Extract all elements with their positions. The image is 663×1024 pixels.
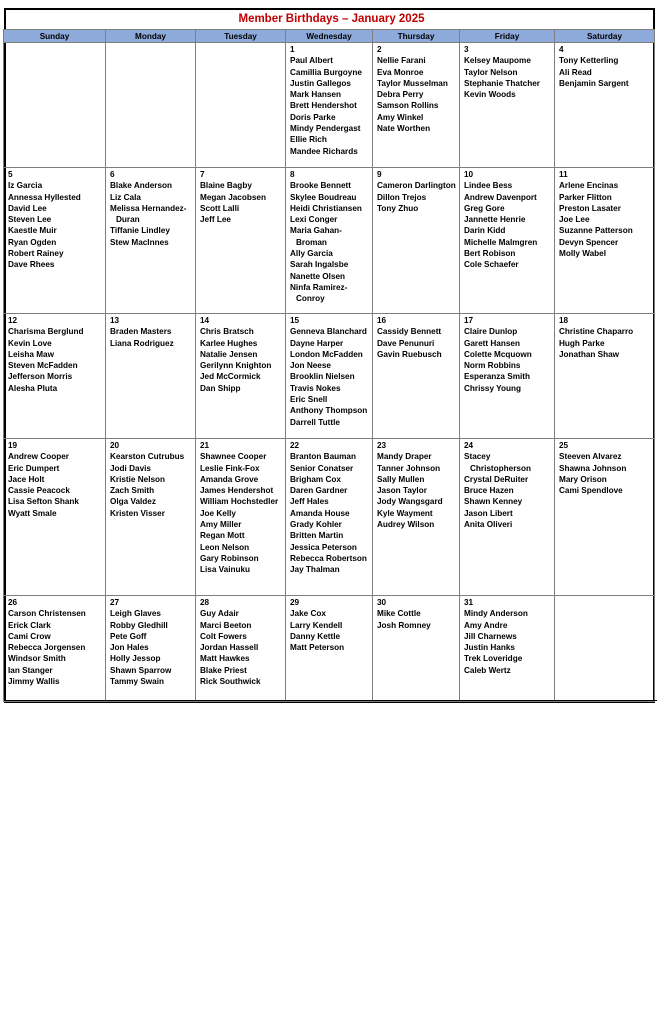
birthday-name: Dave Penunuri [377, 338, 435, 348]
day-cell [555, 43, 655, 168]
birthday-name: Maria Gahan-Broman [290, 226, 342, 247]
birthday-name: Heidi Christiansen [290, 203, 362, 213]
day-cell [555, 314, 655, 439]
birthday-name: Ryan Ogden [8, 237, 57, 247]
birthday-name: Ali Read [559, 67, 592, 77]
birthday-name: Jannette Henrie [464, 215, 526, 225]
day-number: 18 [559, 316, 569, 325]
weekday-header-row [4, 30, 655, 43]
birthday-name: Amanda House [290, 508, 350, 518]
birthday-name: Shawn Kenney [464, 497, 523, 507]
week-row [4, 596, 655, 702]
birthday-name: Tammy Swain [110, 677, 164, 687]
birthday-name: Trek Loveridge [464, 654, 523, 664]
birthday-name: Leigh Glaves [110, 609, 161, 619]
birthday-name: Cameron Darlington [377, 181, 456, 191]
day-cell [286, 168, 373, 314]
birthday-name: Brett Hendershot [290, 101, 357, 111]
birthday-name: Hugh Parke [559, 338, 605, 348]
birthday-name: Pete Goff [110, 631, 147, 641]
birthday-name: Megan Jacobsen [200, 192, 266, 202]
birthday-name: Taylor Nelson [464, 67, 518, 77]
day-number: 16 [377, 316, 387, 325]
birthday-name: Gerilynn Knighton [200, 361, 272, 371]
birthday-name: Ellie Rich [290, 135, 327, 145]
birthday-name: Matt Peterson [290, 643, 345, 653]
day-cell [4, 439, 106, 596]
birthday-name: Anthony Thompson [290, 406, 368, 416]
calendar-table [3, 29, 655, 702]
birthday-name: Kristen Visser [110, 508, 165, 518]
birthday-name: James Hendershot [200, 486, 274, 496]
day-number: 11 [559, 170, 568, 179]
birthday-name: Colt Fowers [200, 631, 247, 641]
birthday-name: David Lee [8, 203, 47, 213]
day-cell [460, 168, 555, 314]
weekday-header: Friday [460, 30, 555, 43]
birthday-name: Bert Robison [464, 249, 516, 259]
day-number: 22 [290, 441, 300, 450]
birthday-name: Doris Parke [290, 112, 336, 122]
day-cell [373, 43, 460, 168]
birthday-name: Jody Wangsgard [377, 497, 443, 507]
birthday-name: Tanner Johnson [377, 463, 441, 473]
birthday-name: Mandy Draper [377, 452, 432, 462]
day-cell [555, 596, 655, 702]
birthday-name: Shawnee Cooper [200, 452, 267, 462]
birthday-name: Eric Dumpert [8, 463, 60, 473]
birthday-name: Jordan Hassell [200, 643, 259, 653]
birthday-name: Liz Cala [110, 192, 141, 202]
day-cell [286, 439, 373, 596]
birthday-name: Dan Shipp [200, 383, 241, 393]
birthday-name: Colette Mcquown [464, 349, 532, 359]
birthday-name: Skylee Boudreau [290, 192, 357, 202]
birthday-name: Carson Christensen [8, 609, 86, 619]
birthday-name: Zach Smith [110, 486, 155, 496]
day-number: 5 [8, 170, 13, 179]
birthday-name: Kristie Nelson [110, 474, 166, 484]
birthday-name: Shawn Sparrow [110, 665, 172, 675]
page-title: Member Birthdays – January 2025 [238, 13, 425, 25]
birthday-name: Amy Andre [464, 620, 508, 630]
birthday-name: Senior Conatser [290, 463, 354, 473]
birthday-name: Cassidy Bennett [377, 327, 442, 337]
birthday-name: Kevin Love [8, 338, 52, 348]
birthday-name: Justin Hanks [464, 643, 515, 653]
birthday-name: Dave Rhees [8, 260, 55, 270]
weekday-header: Monday [106, 30, 196, 43]
birthday-name: Steeven Alvarez [559, 452, 622, 462]
birthday-name: Cassie Peacock [8, 486, 70, 496]
birthday-name: Norm Robbins [464, 361, 521, 371]
day-cell [555, 168, 655, 314]
birthday-name: Debra Perry [377, 90, 424, 100]
birthday-name: Robert Rainey [8, 249, 64, 259]
birthday-name: Matt Hawkes [200, 654, 250, 664]
day-number: 23 [377, 441, 387, 450]
birthday-name: Blaine Bagby [200, 181, 252, 191]
birthday-name: Stew MacInnes [110, 237, 169, 247]
birthday-name: Liana Rodriguez [110, 338, 174, 348]
birthday-name: Jeff Lee [200, 215, 231, 225]
day-cell [373, 314, 460, 439]
weekday-header: Thursday [373, 30, 460, 43]
day-cell [4, 596, 106, 702]
birthday-name: Parker Flitton [559, 192, 612, 202]
birthday-name: Devyn Spencer [559, 237, 619, 247]
birthday-name: Robby Gledhill [110, 620, 168, 630]
day-number: 8 [290, 170, 295, 179]
day-cell [106, 314, 196, 439]
birthday-name: Wyatt Smale [8, 508, 57, 518]
birthday-name: Paul Albert [290, 56, 333, 66]
birthday-name: Andrew Cooper [8, 452, 69, 462]
day-cell [460, 439, 555, 596]
birthday-name: Leslie Fink-Fox [200, 463, 260, 473]
birthday-name: Branton Bauman [290, 452, 356, 462]
birthday-name: Regan Mott [200, 531, 245, 541]
birthday-name: Chrissy Young [464, 383, 522, 393]
day-number: 12 [8, 316, 18, 325]
birthday-name: Arlene Encinas [559, 181, 619, 191]
birthday-name: Jon Hales [110, 643, 149, 653]
birthday-name: Eva Monroe [377, 67, 424, 77]
day-number: 31 [464, 598, 474, 607]
day-number: 25 [559, 441, 569, 450]
birthday-name: Cami Crow [8, 631, 51, 641]
day-cell [106, 168, 196, 314]
birthday-name: Alesha Pluta [8, 383, 58, 393]
birthday-name: Tiffanie Lindley [110, 226, 170, 236]
birthday-name: Tony Ketterling [559, 56, 619, 66]
birthday-name: Esperanza Smith [464, 372, 530, 382]
birthday-name: Leon Nelson [200, 542, 250, 552]
birthday-name: Danny Kettle [290, 631, 341, 641]
birthday-name: Kyle Wayment [377, 508, 433, 518]
weekday-header: Wednesday [286, 30, 373, 43]
birthday-name: Jed McCormick [200, 372, 261, 382]
birthday-name: Josh Romney [377, 620, 431, 630]
birthday-name: Kaestle Muir [8, 226, 57, 236]
birthday-name: Lindee Bess [464, 181, 513, 191]
birthday-name: Windsor Smith [8, 654, 66, 664]
birthday-name: Benjamin Sargent [559, 78, 629, 88]
day-cell [196, 596, 286, 702]
day-number: 4 [559, 45, 564, 54]
birthday-name: Andrew Davenport [464, 192, 537, 202]
birthday-name: Joe Kelly [200, 508, 236, 518]
birthday-name: Brigham Cox [290, 474, 341, 484]
birthday-name: Audrey Wilson [377, 520, 435, 530]
birthday-name: Garett Hansen [464, 338, 520, 348]
birthday-name: Greg Gore [464, 203, 505, 213]
week-row [4, 439, 655, 596]
day-cell [373, 596, 460, 702]
birthday-name: Preston Lasater [559, 203, 621, 213]
birthday-name: Amanda Grove [200, 474, 259, 484]
day-cell [196, 439, 286, 596]
day-cell [373, 439, 460, 596]
birthday-name: Bruce Hazen [464, 486, 514, 496]
day-number: 2 [377, 45, 382, 54]
birthday-name: Genneva Blanchard [290, 327, 367, 337]
birthday-name: Scott Lalli [200, 203, 240, 213]
day-number: 14 [200, 316, 210, 325]
birthday-name: Kevin Woods [464, 90, 516, 100]
birthday-name: Rick Southwick [200, 677, 261, 687]
day-number: 1 [290, 45, 295, 54]
birthday-name: Tony Zhuo [377, 203, 419, 213]
birthday-name: Guy Adair [200, 609, 239, 619]
birthday-name: Grady Kohler [290, 520, 342, 530]
birthday-name: Amy Winkel [377, 112, 424, 122]
birthday-name: Jace Holt [8, 474, 45, 484]
day-number: 6 [110, 170, 115, 179]
birthday-name: Gary Robinson [200, 553, 259, 563]
birthday-name: Rebecca Robertson [290, 553, 367, 563]
day-cell [4, 314, 106, 439]
day-number: 27 [110, 598, 120, 607]
birthday-name: Stephanie Thatcher [464, 78, 540, 88]
birthday-name: Charisma Berglund [8, 327, 84, 337]
day-number: 13 [110, 316, 120, 325]
day-number: 21 [200, 441, 210, 450]
birthday-name: Anita Oliveri [464, 520, 513, 530]
birthday-name: Lisa Vainuku [200, 565, 251, 575]
birthday-name: Joe Lee [559, 215, 590, 225]
birthday-name: Nellie Farani [377, 56, 426, 66]
day-number: 30 [377, 598, 387, 607]
day-number: 26 [8, 598, 18, 607]
birthday-name: Erick Clark [8, 620, 51, 630]
day-cell [460, 596, 555, 702]
birthday-name: Jimmy Wallis [8, 677, 60, 687]
birthday-name: Mary Orison [559, 474, 607, 484]
birthday-name: Kelsey Maupome [464, 56, 531, 66]
birthday-name: Caleb Wertz [464, 665, 511, 675]
birthday-name: Britten Martin [290, 531, 344, 541]
day-cell [196, 168, 286, 314]
birthday-name: Darin Kidd [464, 226, 506, 236]
birthday-name: Karlee Hughes [200, 338, 258, 348]
birthday-name: Jake Cox [290, 609, 326, 619]
birthday-name: Cole Schaefer [464, 260, 519, 270]
birthday-name: Steven McFadden [8, 361, 78, 371]
day-cell [460, 314, 555, 439]
birthday-name: Shawna Johnson [559, 463, 627, 473]
day-cell [196, 43, 286, 168]
birthday-name: Mindy Anderson [464, 609, 528, 619]
birthday-name: Michelle Malmgren [464, 237, 538, 247]
birthday-name: Suzanne Patterson [559, 226, 633, 236]
birthday-name: Ian Stanger [8, 665, 53, 675]
birthday-name: London McFadden [290, 349, 363, 359]
birthday-name: Leisha Maw [8, 349, 54, 359]
birthday-name: Marci Beeton [200, 620, 252, 630]
day-cell [4, 168, 106, 314]
day-number: 15 [290, 316, 300, 325]
birthday-name: Jonathan Shaw [559, 349, 620, 359]
birthday-name: Blake Priest [200, 665, 247, 675]
birthday-name: Braden Masters [110, 327, 172, 337]
birthday-name: Jeff Hales [290, 497, 329, 507]
birthday-name: Jason Taylor [377, 486, 427, 496]
birthday-name: Travis Nokes [290, 383, 341, 393]
day-number: 10 [464, 170, 474, 179]
birthday-name: Ninfa Ramirez-Conroy [290, 282, 348, 304]
day-number: 3 [464, 45, 469, 54]
weekday-header: Sunday [4, 30, 106, 43]
bottom-divider [6, 700, 657, 701]
birthday-name: Justin Gallegos [290, 78, 351, 88]
day-number: 7 [200, 170, 205, 179]
birthday-name: Lisa Sefton Shank [8, 497, 79, 507]
birthday-name: Jill Charnews [464, 631, 517, 641]
day-cell [106, 43, 196, 168]
birthday-name: Jason Libert [464, 508, 513, 518]
birthday-name: Nate Worthen [377, 124, 431, 134]
birthday-name: Jessica Peterson [290, 542, 357, 552]
day-cell [373, 168, 460, 314]
birthday-name: Dillon Trejos [377, 192, 427, 202]
day-number: 17 [464, 316, 474, 325]
day-cell [460, 43, 555, 168]
birthday-name: Melissa Hernandez-Duran [110, 203, 187, 225]
birthday-name: Darrell Tuttle [290, 417, 340, 427]
birthday-name: Camillia Burgoyne [290, 67, 362, 77]
birthday-name: Steven Lee [8, 215, 52, 225]
birthday-name: Brooklin Nielsen [290, 372, 355, 382]
day-number: 20 [110, 441, 120, 450]
birthday-name: Olga Valdez [110, 497, 156, 507]
birthday-name: Cami Spendlove [559, 486, 623, 496]
week-row [4, 43, 655, 168]
birthday-name: Amy Miller [200, 520, 242, 530]
birthday-name: Iz Garcia [8, 181, 43, 191]
birthday-name: Sarah Ingalsbe [290, 260, 349, 270]
birthday-name: Mike Cottle [377, 609, 421, 619]
day-cell [286, 314, 373, 439]
birthday-name: Taylor Musselman [377, 78, 448, 88]
day-cell [196, 314, 286, 439]
birthday-name: Jay Thalman [290, 565, 340, 575]
week-row [4, 314, 655, 439]
birthday-name: Sally Mullen [377, 474, 425, 484]
birthday-name: Blake Anderson [110, 181, 173, 191]
day-cell [106, 596, 196, 702]
birthday-name: Claire Dunlop [464, 327, 518, 337]
birthday-name: William Hochstedler [200, 497, 279, 507]
birthday-name: Daren Gardner [290, 486, 348, 496]
birthday-name: Lexi Conger [290, 215, 338, 225]
birthday-name: Jon Neese [290, 361, 331, 371]
birthday-name: Brooke Bennett [290, 181, 351, 191]
birthday-name: Nanette Olsen [290, 271, 346, 281]
day-cell [286, 43, 373, 168]
birthday-name: Dayne Harper [290, 338, 344, 348]
day-number: 9 [377, 170, 382, 179]
day-cell [555, 439, 655, 596]
day-cell [286, 596, 373, 702]
week-row [4, 168, 655, 314]
day-number: 24 [464, 441, 474, 450]
birthday-name: Christine Chaparro [559, 327, 634, 337]
weekday-header: Saturday [555, 30, 655, 43]
birthday-name: Holly Jessop [110, 654, 161, 664]
birthday-name: Mindy Pendergast [290, 124, 361, 134]
birthday-name: Natalie Jensen [200, 349, 258, 359]
birthday-name: Rebecca Jorgensen [8, 643, 86, 653]
birthday-name: Mandee Richards [290, 146, 358, 156]
birthday-name: Eric Snell [290, 395, 328, 405]
day-number: 19 [8, 441, 18, 450]
birthday-name: Mark Hansen [290, 90, 341, 100]
birthday-name: Larry Kendell [290, 620, 343, 630]
weekday-header: Tuesday [196, 30, 286, 43]
birthday-name: Jodi Davis [110, 463, 151, 473]
birthday-name: Kearston Cutrubus [110, 452, 185, 462]
birthday-name: Samson Rollins [377, 101, 439, 111]
birthday-name: Jefferson Morris [8, 372, 73, 382]
birthday-name: Stacey Christopherson [464, 452, 531, 473]
day-number: 29 [290, 598, 300, 607]
day-cell [4, 43, 106, 168]
birthday-name: Chris Bratsch [200, 327, 254, 337]
birthday-name: Crystal DeRuiter [464, 474, 529, 484]
birthday-name: Annessa Hyllested [8, 192, 81, 202]
day-cell [106, 439, 196, 596]
day-number: 28 [200, 598, 210, 607]
birthday-name: Molly Wabel [559, 249, 607, 259]
birthday-name: Gavin Ruebusch [377, 349, 442, 359]
birthday-name: Ally Garcia [290, 249, 333, 259]
